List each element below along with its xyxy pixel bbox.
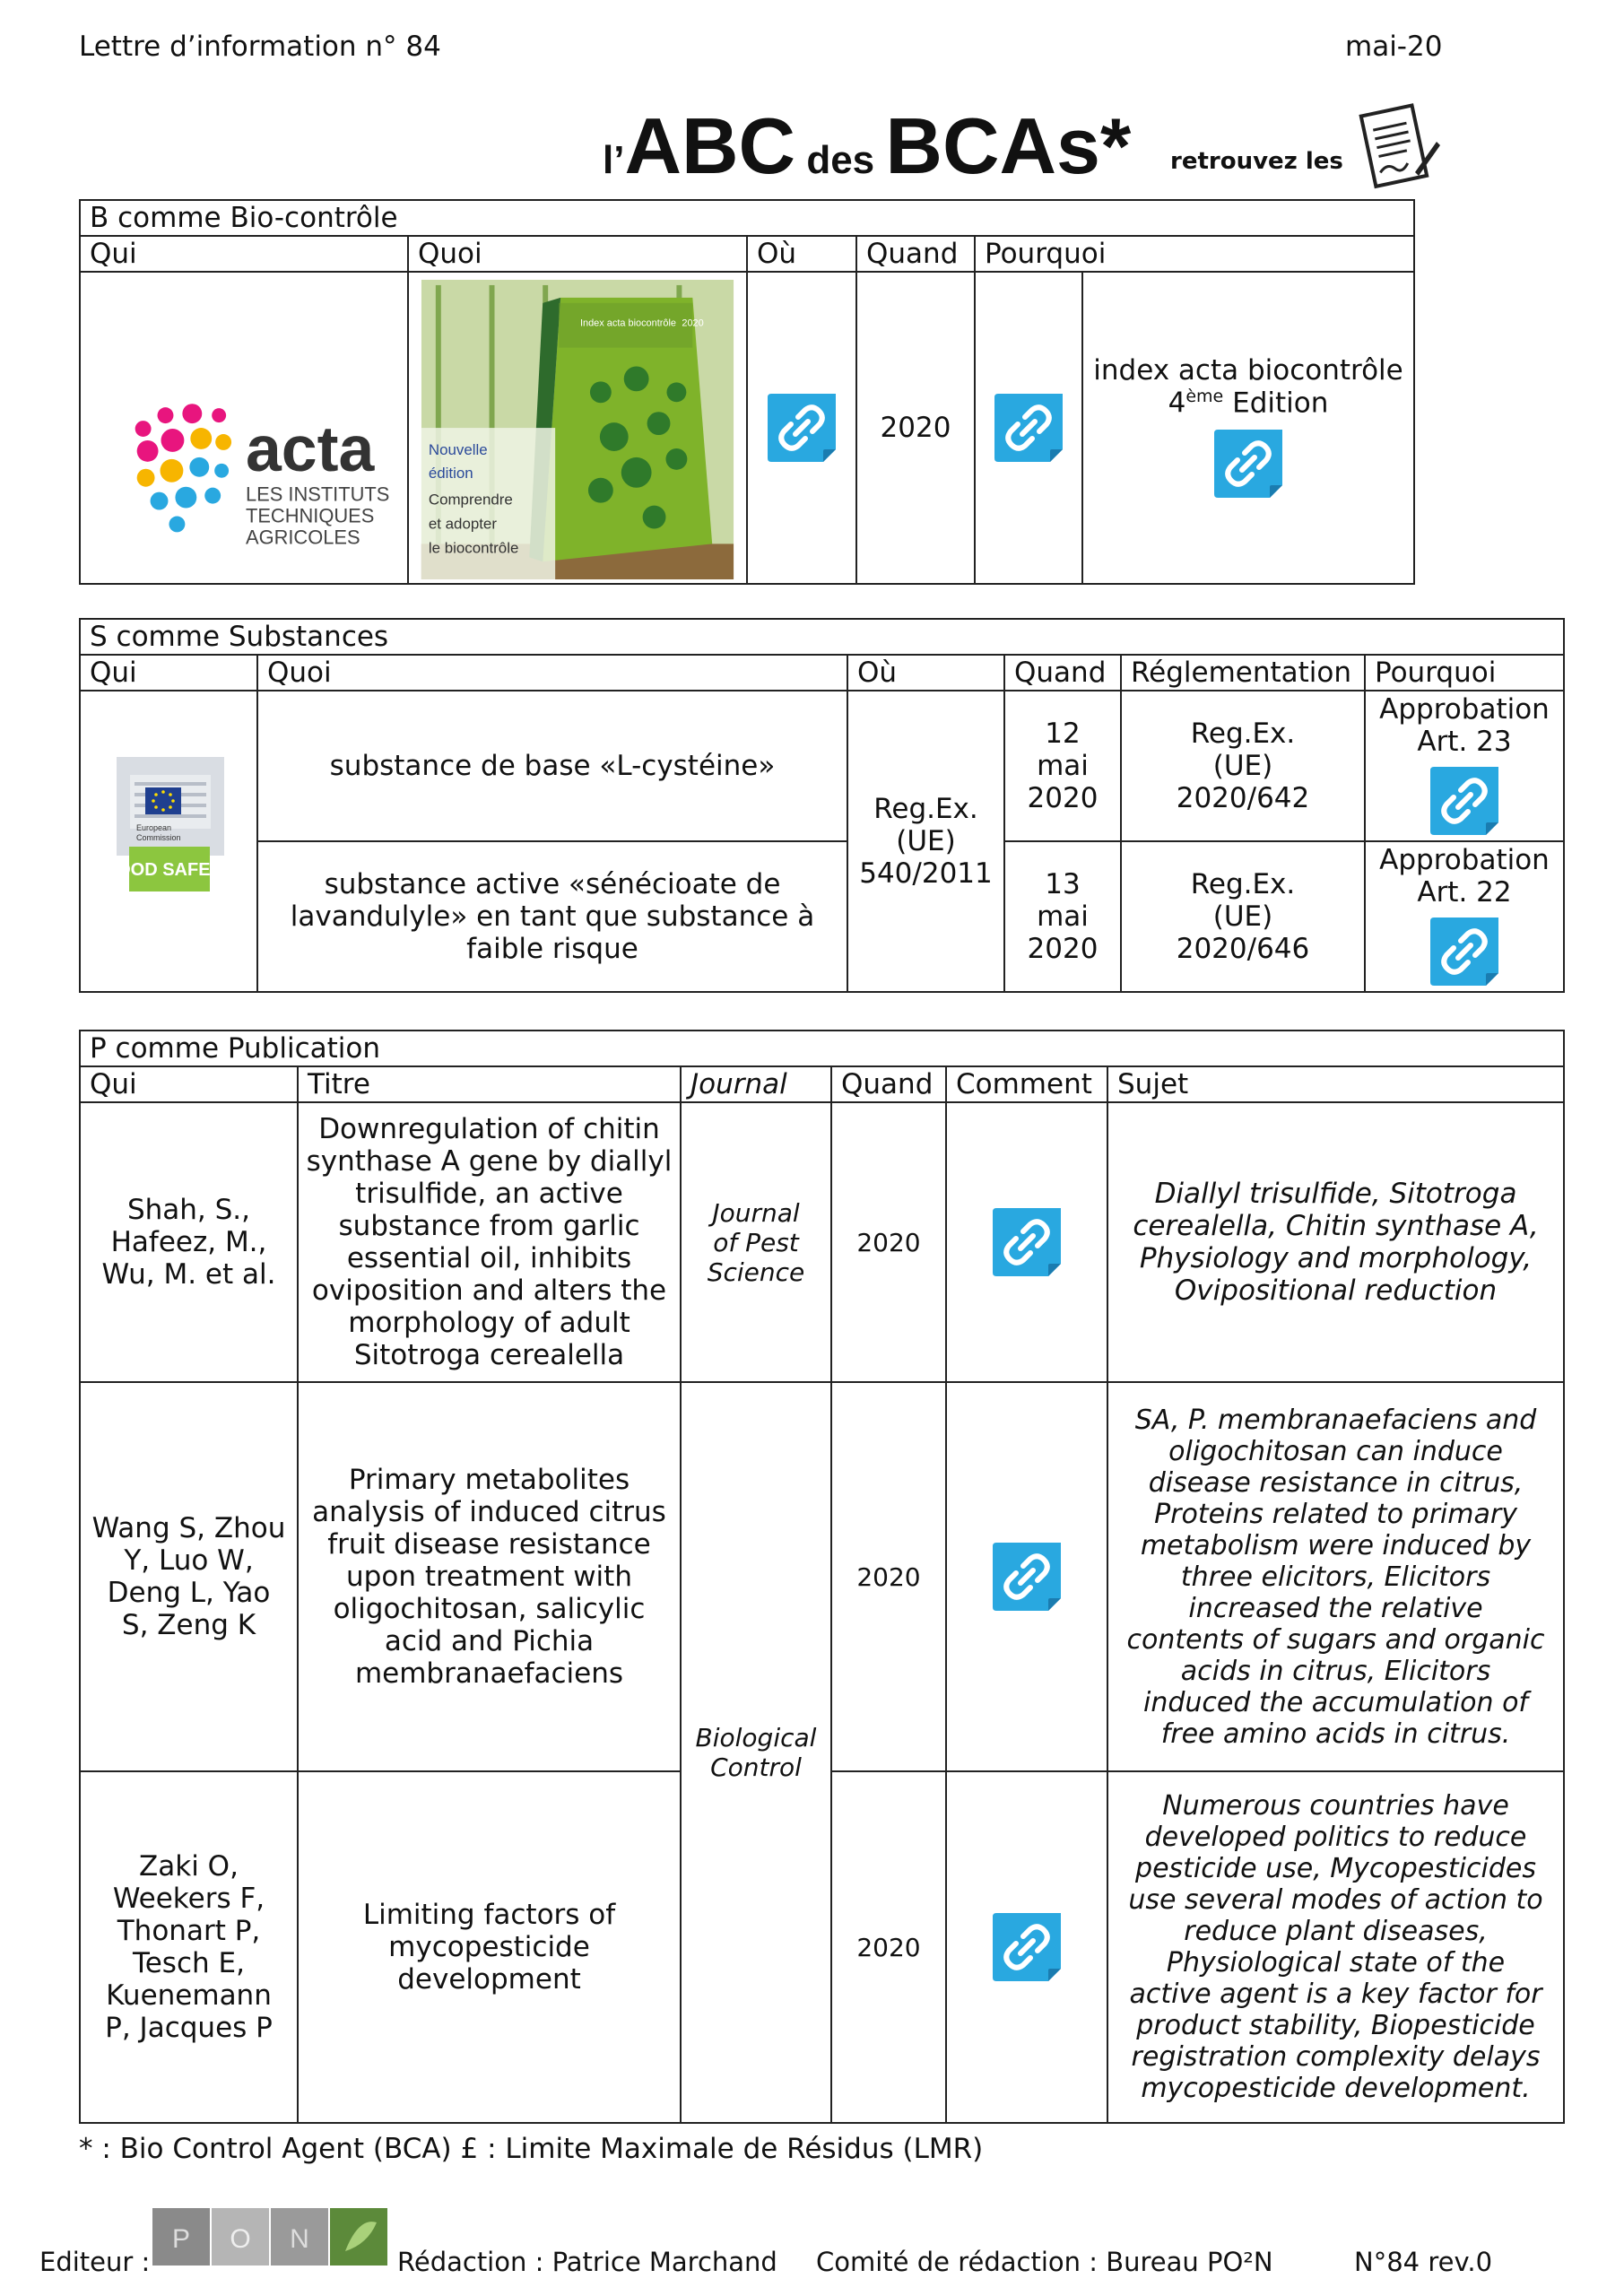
- svg-text:FOOD SAFETY: FOOD SAFETY: [105, 860, 234, 880]
- svg-text:2020: 2020: [682, 317, 704, 329]
- svg-text:AGRICOLES: AGRICOLES: [245, 526, 360, 549]
- col-comment: Comment: [946, 1066, 1107, 1102]
- quand-2: 2020: [831, 1382, 946, 1771]
- table-row: [80, 1102, 1564, 1382]
- link-icon[interactable]: [989, 1539, 1064, 1614]
- col-titre: Titre: [298, 1066, 681, 1102]
- ou-reg: Reg.Ex. (UE) 540/2011: [847, 691, 1004, 992]
- link-icon[interactable]: [1427, 914, 1502, 989]
- svg-text:O: O: [230, 2224, 251, 2254]
- titre-1: Downregulation of chitin synthase A gene by diallyl trisulfide, an active substance from garlic essential oil, inhibits oviposition and alters the morphology of adult Sitotroga cerealella: [298, 1102, 681, 1382]
- sujet-2: SA, P. membranaefaciens and oligochitosan can induce disease resistance in citrus, Proteins related to primary metabolism were induced by three elicitors, Elicitors increased the relative contents of sugars and organic acids in citrus, Elicitors induced the accumulation of free amino acids in citrus.: [1107, 1382, 1564, 1771]
- substance-row-2: substance active «sénécioate de lavandulyle» en tant que substance à faible risque: [257, 841, 847, 992]
- svg-text:le biocontrôle: le biocontrôle: [428, 539, 519, 557]
- journal-shared: Biological Control: [681, 1382, 831, 2123]
- col-sujet: Sujet: [1107, 1066, 1564, 1102]
- section-s-title: S comme Substances: [80, 619, 1564, 655]
- col-ou: Où: [747, 236, 856, 272]
- svg-text:Nouvelle: Nouvelle: [428, 440, 488, 458]
- col-quoi: Quoi: [257, 655, 847, 691]
- svg-text:édition: édition: [428, 464, 473, 482]
- quand-1: 12 mai 2020: [1004, 691, 1121, 841]
- link-icon[interactable]: [989, 1205, 1064, 1280]
- col-reglementation: Réglementation: [1121, 655, 1365, 691]
- pourquoi-1: Approbation Art. 23: [1365, 691, 1564, 841]
- qui-1: Shah, S., Hafeez, M., Wu, M. et al.: [80, 1102, 298, 1382]
- tagline: retrouvez les: [1170, 148, 1343, 175]
- link-icon[interactable]: [1211, 426, 1286, 501]
- link-icon[interactable]: [764, 390, 839, 465]
- col-qui: Qui: [80, 1066, 298, 1102]
- table-row: [80, 1382, 1564, 1771]
- col-quand: Quand: [831, 1066, 946, 1102]
- publications-table: [79, 1030, 1565, 2124]
- issue-date: mai-20: [1345, 30, 1443, 63]
- ec-food-safety-logo: [80, 691, 257, 992]
- col-qui: Qui: [80, 655, 257, 691]
- titre-3: Limiting factors of mycopesticide development: [298, 1771, 681, 2123]
- revision-ref: N°84 rev.0: [1354, 2247, 1493, 2277]
- col-pourquoi: Pourquoi: [1365, 655, 1564, 691]
- link-icon[interactable]: [989, 1909, 1064, 1985]
- section-p-title: P comme Publication: [80, 1031, 1564, 1066]
- biocontrole-table: [79, 199, 1415, 585]
- svg-text:N: N: [290, 2224, 309, 2254]
- pourquoi-cell: index acta biocontrôle 4ème Edition: [1082, 272, 1414, 584]
- col-ou: Où: [847, 655, 1004, 691]
- reglementation-1: Reg.Ex. (UE) 2020/642: [1121, 691, 1365, 841]
- newsletter-label: Lettre d’information n° 84: [79, 30, 441, 63]
- col-quoi: Quoi: [408, 236, 747, 272]
- acta-logo: [80, 272, 408, 584]
- comite-credit: Comité de rédaction : Bureau PO²N: [816, 2247, 1273, 2277]
- svg-text:et adopter: et adopter: [428, 515, 497, 533]
- substances-table: [79, 618, 1565, 993]
- col-quand: Quand: [1004, 655, 1121, 691]
- pourquoi-2: Approbation Art. 22: [1365, 841, 1564, 992]
- reglementation-2: Reg.Ex. (UE) 2020/646: [1121, 841, 1365, 992]
- svg-text:Comprendre: Comprendre: [428, 491, 513, 509]
- link-icon[interactable]: [991, 390, 1066, 465]
- sujet-3: Numerous countries have developed politics to reduce pesticide use, Mycopesticides use several modes of action to reduce plant diseases, Physiological state of the active agent is a key factor for product stability, Biopesticide registration complexity delays mycopesticide development.: [1107, 1771, 1564, 2123]
- abc-bcas-logo: l’ABC des BCAs*: [603, 101, 1132, 190]
- qui-3: Zaki O, Weekers F, Thonart P, Tesch E, Kuenemann P, Jacques P: [80, 1771, 298, 2123]
- section-b-title: B comme Bio-contrôle: [80, 200, 1414, 236]
- quand-3: 2020: [831, 1771, 946, 2123]
- svg-text:Index acta biocontrôle: Index acta biocontrôle: [579, 317, 676, 329]
- pon-logo: [152, 2208, 387, 2266]
- editeur-label: Editeur :: [39, 2247, 151, 2277]
- svg-text:European: European: [136, 823, 172, 832]
- substance-row-1: substance de base «L-cystéine»: [257, 691, 847, 841]
- document-sign-icon[interactable]: [1352, 99, 1442, 197]
- book-cover-image: [408, 272, 747, 584]
- sujet-1: Diallyl trisulfide, Sitotroga cerealella, Chitin synthase A, Physiology and morphology, Ovipositional reduction: [1107, 1102, 1564, 1382]
- col-qui: Qui: [80, 236, 408, 272]
- qui-2: Wang S, Zhou Y, Luo W, Deng L, Yao S, Zeng K: [80, 1382, 298, 1771]
- col-pourquoi: Pourquoi: [975, 236, 1414, 272]
- svg-text:P: P: [171, 2224, 191, 2254]
- svg-text:LES INSTITUTS: LES INSTITUTS: [245, 483, 390, 506]
- link-icon[interactable]: [1427, 763, 1502, 839]
- footnote: * : Bio Control Agent (BCA) £ : Limite Maximale de Résidus (LMR): [79, 2133, 984, 2165]
- svg-text:TECHNIQUES: TECHNIQUES: [245, 504, 375, 527]
- svg-text:acta: acta: [245, 413, 375, 485]
- quand-value: 2020: [856, 272, 975, 584]
- quand-1: 2020: [831, 1102, 946, 1382]
- col-journal: Journal: [681, 1066, 831, 1102]
- titre-2: Primary metabolites analysis of induced citrus fruit disease resistance upon treatment with oligochitosan, salicylic acid and Pichia membranaefaciens: [298, 1382, 681, 1771]
- redaction-credit: Rédaction : Patrice Marchand: [397, 2247, 777, 2277]
- svg-text:Commission: Commission: [136, 833, 181, 842]
- col-quand: Quand: [856, 236, 975, 272]
- quand-2: 13 mai 2020: [1004, 841, 1121, 992]
- journal-1: Journal of Pest Science: [681, 1102, 831, 1382]
